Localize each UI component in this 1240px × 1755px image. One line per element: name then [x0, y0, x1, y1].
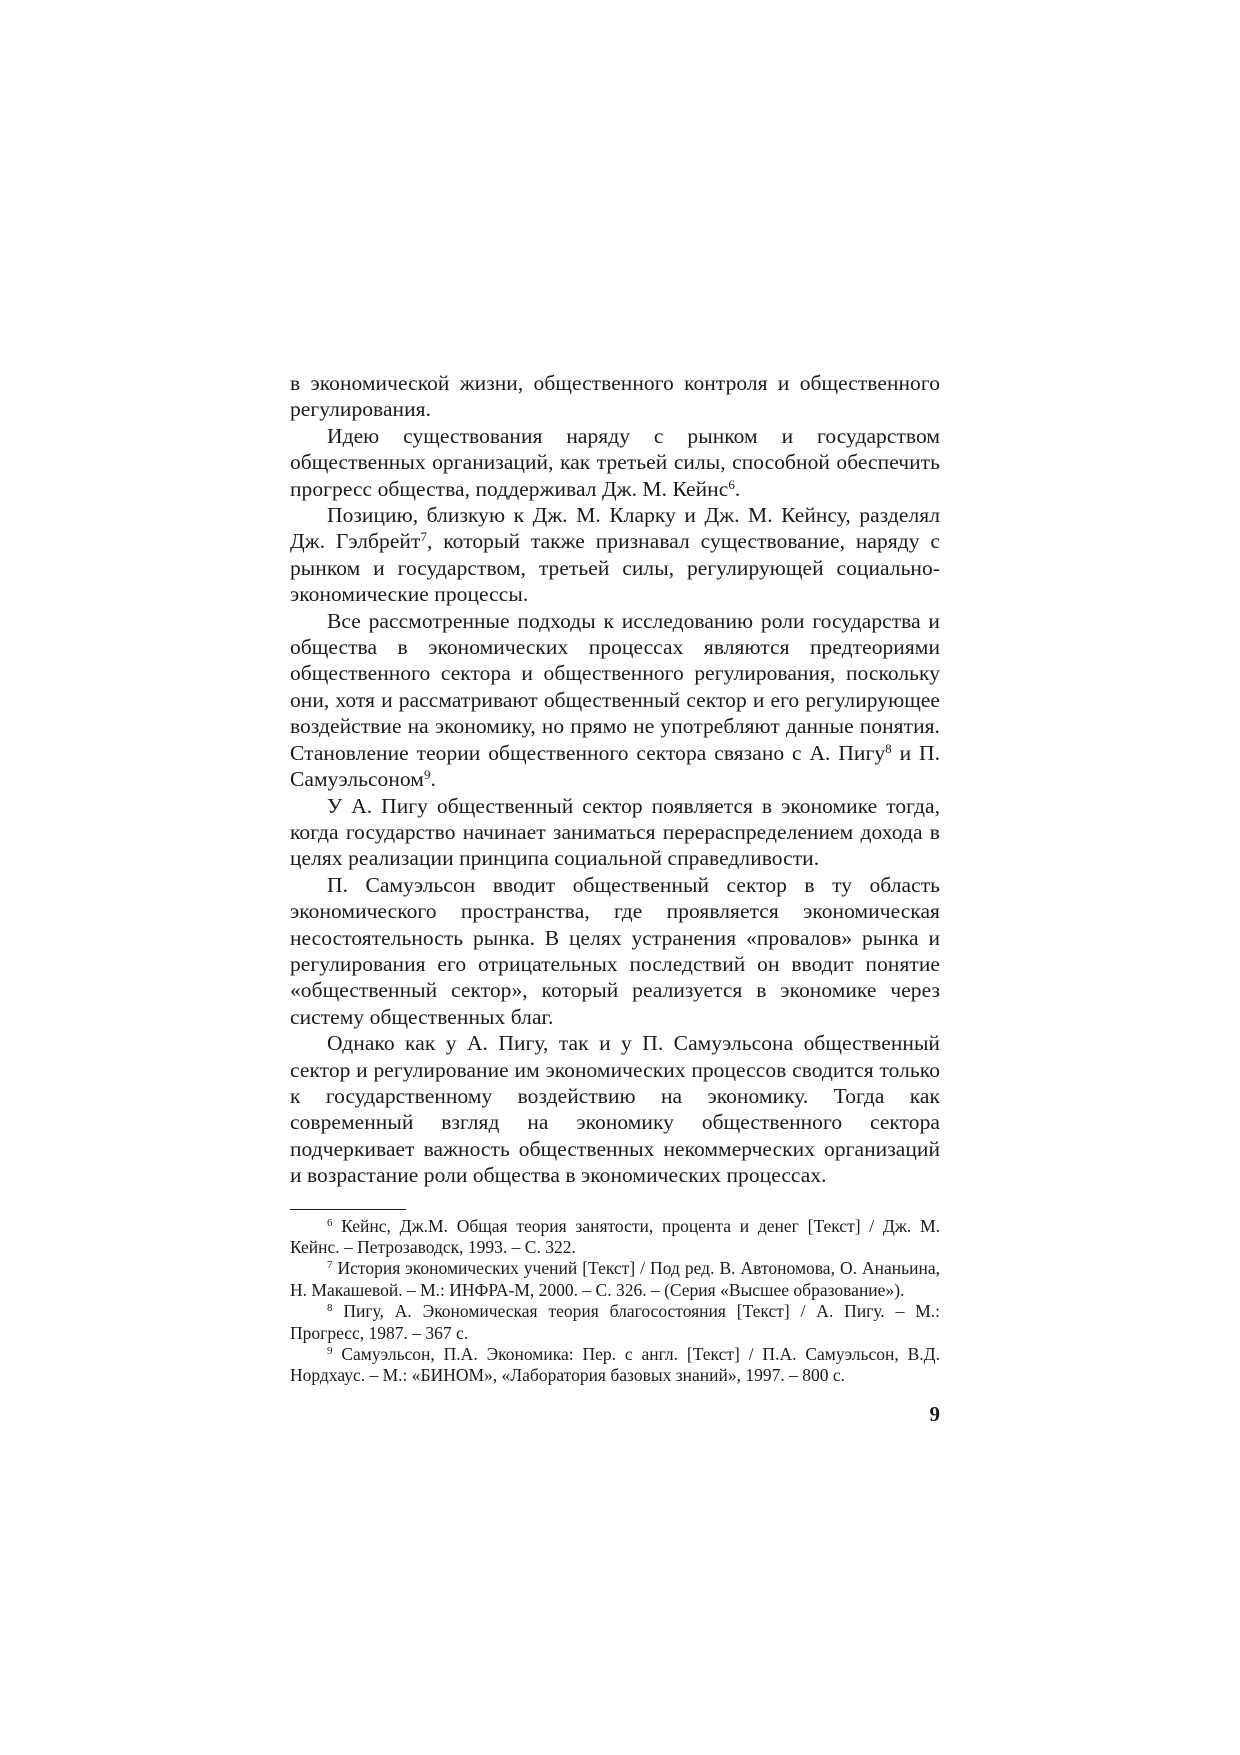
footnote-7 — [290, 1258, 940, 1301]
footnote-number: 6 — [327, 1216, 333, 1229]
footnote-ref-9[interactable]: 9 — [423, 767, 431, 783]
page-number: 9 — [929, 1402, 940, 1426]
paragraph-6: П. Самуэльсон вводит общественный сектор в ту область экономического пространства, где проявляется экономическая несостоятельность рынка. В целях устранения «провалов» рынка и регулирования его отрицательных последствий он вводит понятие «общественный сектор», который реализуется в экономике через систему общественных благ. — [290, 872, 940, 1029]
paragraph-7: Однако как у А. Пигу, так и у П. Самуэльсона общественный сектор и регулирование им экономических процессов сводится только к государственному воздействию на экономику. Тогда как современный взгляд на экономику общественного сектора подчеркивает важность общественных некоммерческих организаций и возрастание роли общества в экономических процессах. — [290, 1031, 940, 1188]
paragraph-3-end: , который также признавал существование, наряду с рынком и государством, третьей силы, регулирующей социально-экономические процессы. — [290, 529, 940, 607]
paragraph-5: У А. Пигу общественный сектор появляется в экономике тогда, когда государство начинает заниматься перераспределением дохода в целях реализации принципа социальной справедливости. — [290, 793, 940, 871]
footnote-text: Самуэльсон, П.А. Экономика: Пер. с англ. [Текст] / П.А. Самуэльсон, В.Д. Нордхаус. – М.: «БИНОМ», «Лаборатория базовых знаний», 1997. – 800 с. — [290, 1344, 940, 1386]
paragraph-1: в экономической жизни, общественного контроля и общественного регулирования. — [290, 371, 940, 422]
footnote-number: 7 — [327, 1259, 333, 1272]
paragraph-3 — [290, 502, 940, 608]
footnote-number: 8 — [327, 1302, 333, 1315]
paragraph-3-text: Позицию, близкую к Дж. М. Кларку и Дж. М. Кейнсу, разделял Дж. Гэлбрейт — [290, 503, 940, 554]
paragraph-4-end: . — [430, 767, 436, 792]
footnote-text: История экономических учений [Текст] / Под ред. В. Автономова, О. Ананьина, Н. Макашевой. – М.: ИНФРА-М, 2000. – С. 326. – (Серия «Высшее образование»). — [290, 1258, 940, 1300]
footnote-number: 9 — [327, 1345, 333, 1358]
footnote-ref-6[interactable]: 6 — [728, 476, 735, 492]
page-body — [290, 370, 940, 1387]
paragraph-2 — [290, 423, 940, 502]
paragraph-4-mid: и П. Самуэльсоном — [290, 740, 940, 792]
footnote-ref-8[interactable]: 8 — [885, 740, 892, 756]
footnote-ref-7[interactable]: 7 — [420, 529, 427, 545]
footnote-text: Пигу, А. Экономическая теория благосостояния [Текст] / А. Пигу. – М.: Прогресс, 1987. – 367 с. — [290, 1301, 940, 1343]
footnote-8 — [290, 1301, 940, 1344]
footnote-9 — [290, 1344, 940, 1387]
paragraph-4-text: Все рассмотренные подходы к исследованию роли государства и общества в экономических процессах являются предтеориями общественного сектора и общественного регулирования, поскольку они, хотя и рассматривают общественный сектор и его регулирующее воздействие на экономику, но прямо не употребляют данные понятия. Становление теории общественного сектора связано с А. Пигу — [290, 608, 940, 765]
footnote-6 — [290, 1216, 940, 1259]
footnote-text: Кейнс, Дж.М. Общая теория занятости, процента и денег [Текст] / Дж. М. Кейнс. – Петрозаводск, 1993. – С. 322. — [290, 1215, 940, 1257]
paragraph-2-text: Идею существования наряду с рынком и государством общественных организаций, как третьей силы, способной обеспечить прогресс общества, поддерживал Дж. М. Кейнс — [290, 423, 940, 501]
paragraph-2-end: . — [734, 476, 741, 501]
footnote-divider — [290, 1209, 406, 1210]
paragraph-4 — [290, 608, 940, 793]
